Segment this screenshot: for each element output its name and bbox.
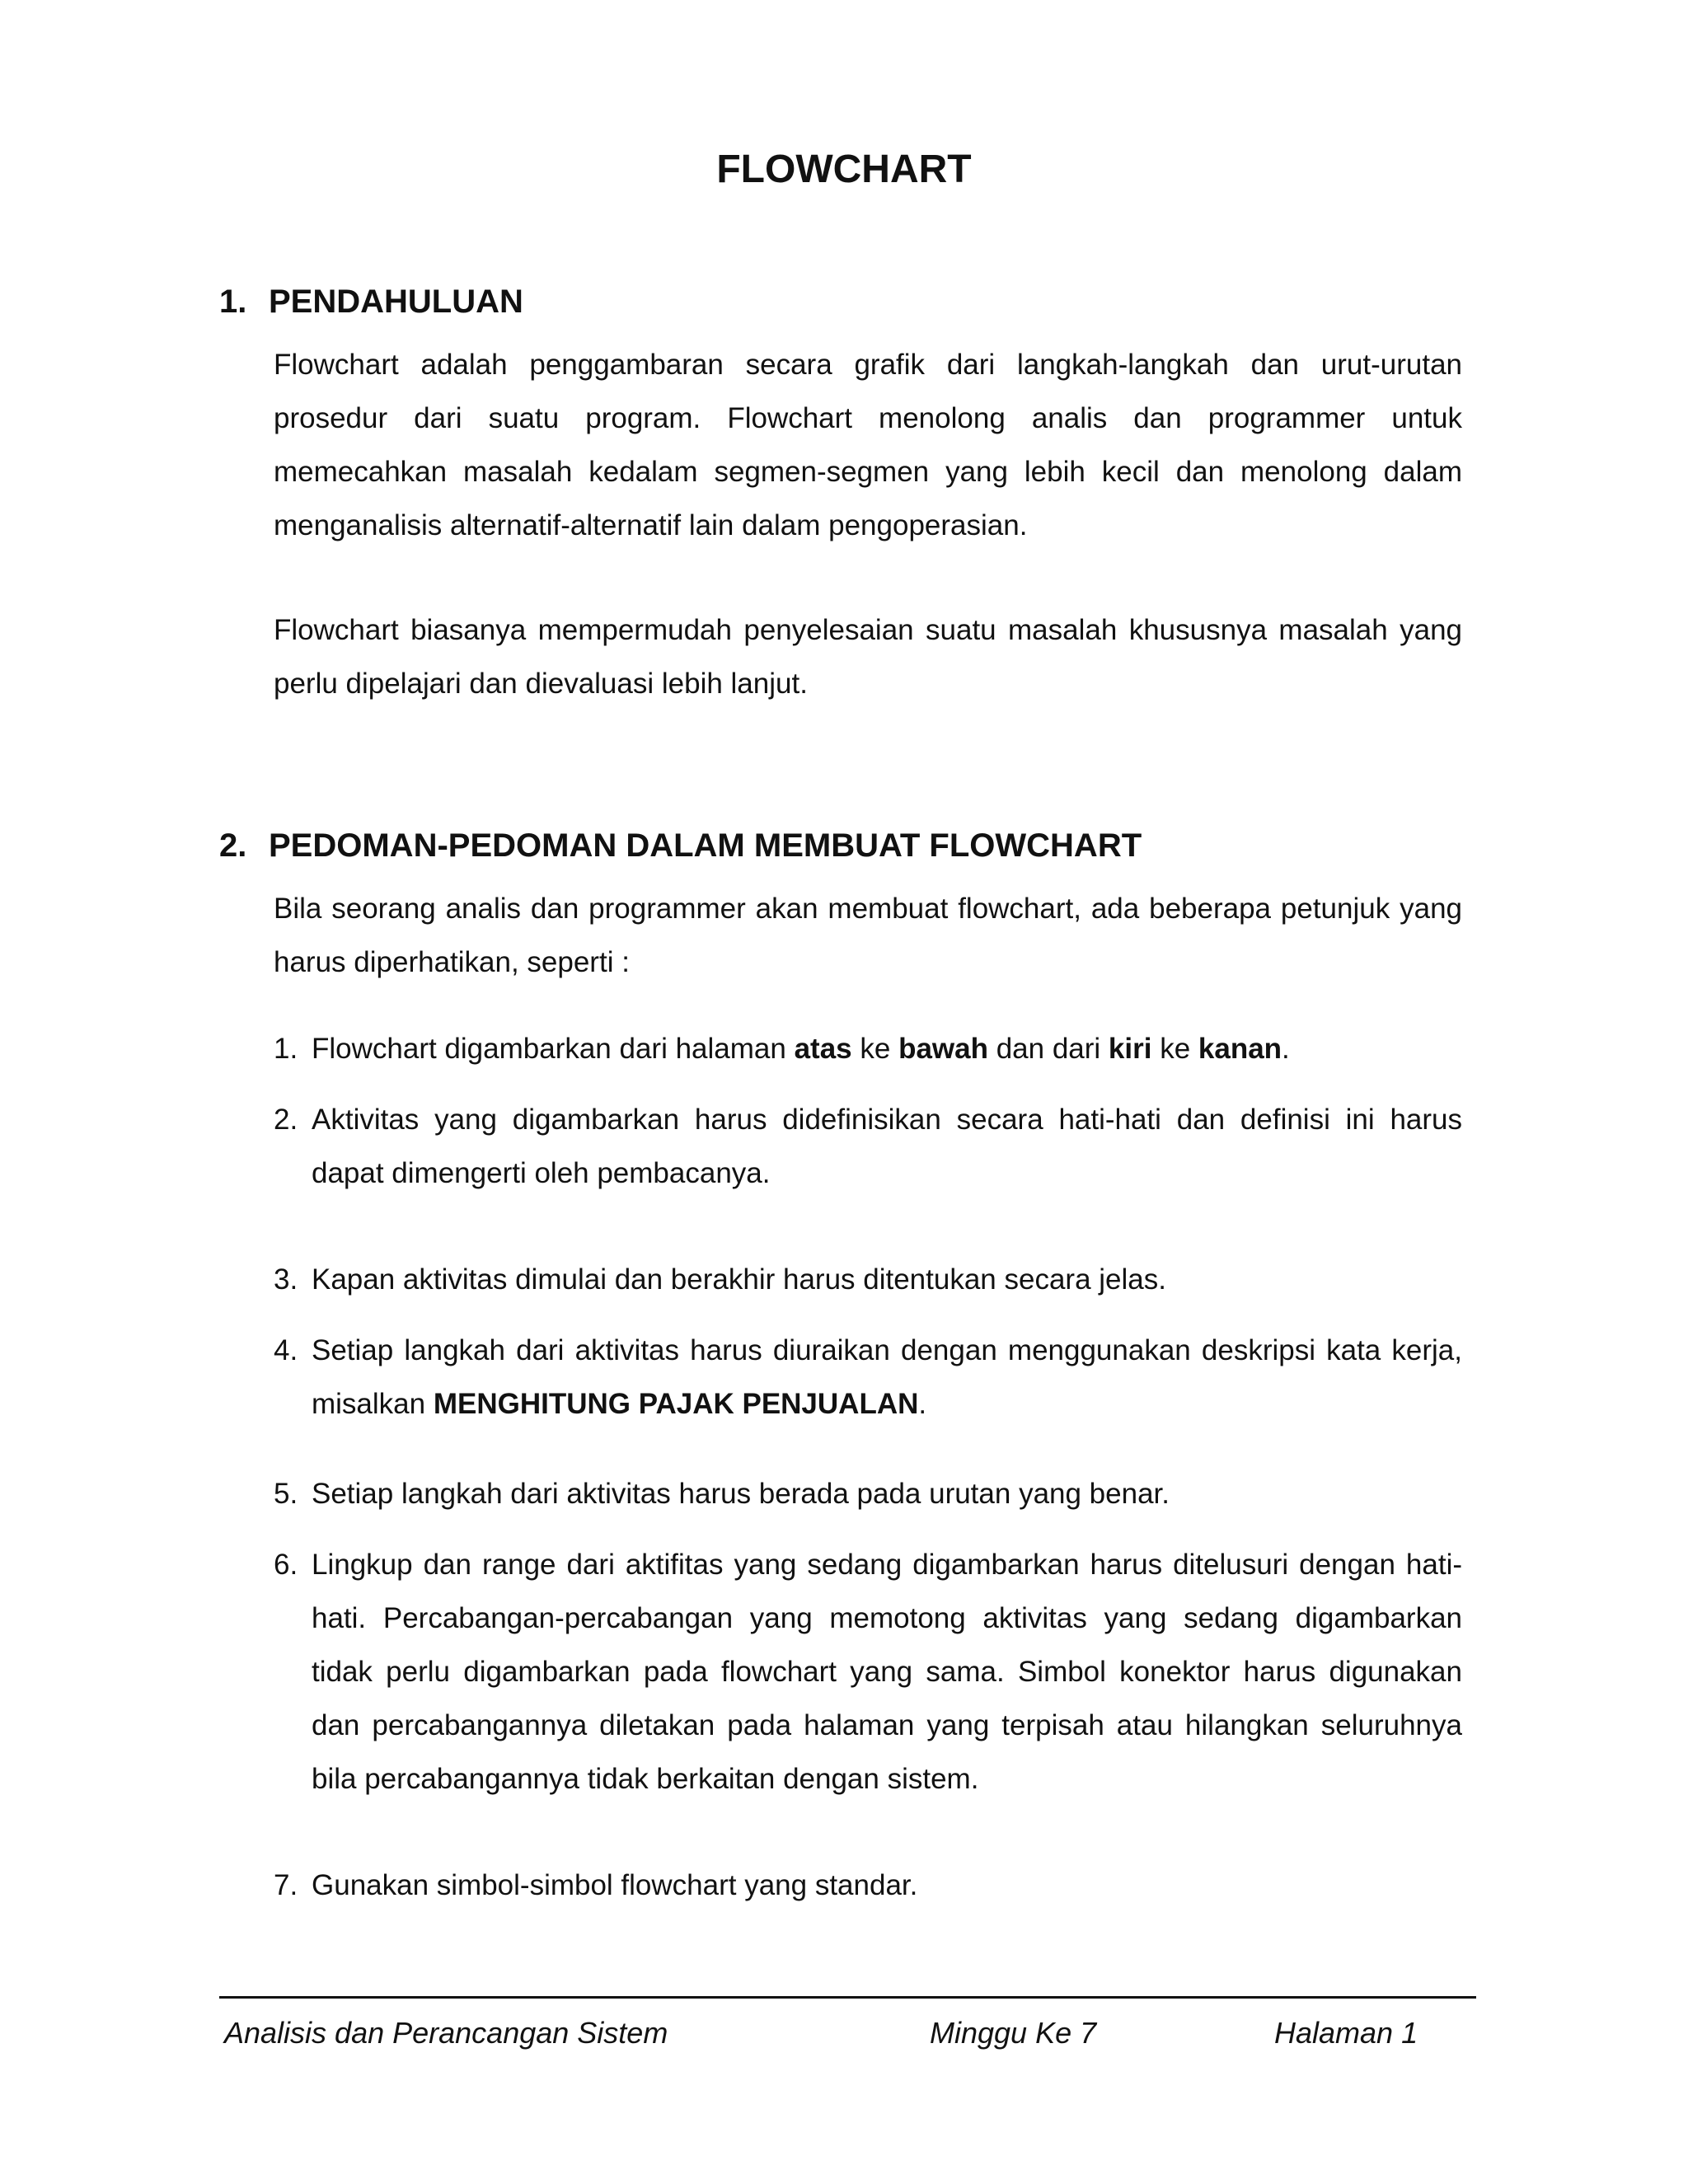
intro-paragraph-1: Flowchart adalah penggambaran secara grafik dari langkah-langkah dan urut-urutan prosedur dari suatu program. Flowchart menolong analis dan programmer untuk memecahkan masalah kedalam segmen-segmen yang lebih kecil dan menolong dalam menganalisis alternatif-alternatif lain dalam pengoperasian. — [274, 349, 1462, 541]
list-item-text: Aktivitas yang digambarkan harus didefinisikan secara hati-hati dan definisi ini harus dapat dimengerti oleh pembacanya. — [312, 1104, 1462, 1189]
list-item — [274, 1467, 1462, 1521]
text-run: ke — [851, 1033, 899, 1065]
section-2-heading — [219, 824, 1142, 867]
list-item — [274, 1022, 1462, 1076]
list-item-text: Setiap langkah dari aktivitas harus berada pada urutan yang benar. — [312, 1478, 1170, 1510]
footer-divider — [219, 1996, 1476, 1999]
list-item-number: 3. — [274, 1263, 298, 1296]
list-item-number: 6. — [274, 1549, 298, 1581]
bold-text: MENGHITUNG PAJAK PENJUALAN — [433, 1388, 919, 1420]
text-run: Flowchart digambarkan dari halaman — [312, 1033, 795, 1065]
bold-text: bawah — [898, 1033, 988, 1065]
section-1-heading — [219, 280, 523, 323]
list-item — [274, 1324, 1462, 1431]
list-item — [274, 1093, 1462, 1200]
footer-page-number: Halaman 1 — [1274, 2016, 1418, 2050]
list-item-number: 4. — [274, 1334, 298, 1366]
section-title: PENDAHULUAN — [269, 284, 523, 320]
bold-text: atas — [794, 1033, 852, 1065]
list-item — [274, 1858, 1462, 1912]
list-item-number: 5. — [274, 1478, 298, 1510]
text-run: ke — [1151, 1033, 1198, 1065]
footer-course: Analisis dan Perancangan Sistem — [224, 2016, 668, 2050]
text-run: dan dari — [987, 1033, 1109, 1065]
guidelines-intro: Bila seorang analis dan programmer akan membuat flowchart, ada beberapa petunjuk yang harus diperhatikan, seperti : — [274, 893, 1462, 978]
list-item-text — [312, 1324, 1462, 1431]
list-item-number: 1. — [274, 1033, 298, 1065]
list-item-number: 7. — [274, 1869, 298, 1901]
text-run: Setiap langkah dari aktivitas harus diuraikan dengan menggunakan deskripsi kata kerja, misalkan — [312, 1334, 1462, 1420]
document-title: FLOWCHART — [716, 148, 972, 191]
section-number: 1. — [219, 284, 247, 320]
list-item-text: Lingkup dan range dari aktifitas yang sedang digambarkan harus ditelusuri dengan hati-hati. Percabangan-percabangan yang memotong aktivitas yang sedang digambarkan tidak perlu digambarkan pada flowchart yang sama. Simbol konektor harus digunakan dan percabangannya diletakan pada halaman yang terpisah atau hilangkan seluruhnya bila percabangannya tidak berkaitan dengan sistem. — [312, 1549, 1462, 1795]
bold-text: kiri — [1108, 1033, 1152, 1065]
list-item-text: Gunakan simbol-simbol flowchart yang standar. — [312, 1869, 918, 1901]
section-number: 2. — [219, 827, 247, 864]
list-item-number: 2. — [274, 1104, 298, 1136]
bold-text: kanan — [1198, 1033, 1282, 1065]
list-item-text — [312, 1022, 1462, 1076]
text-run: . — [918, 1388, 927, 1420]
section-title: PEDOMAN-PEDOMAN DALAM MEMBUAT FLOWCHART — [269, 827, 1142, 864]
list-item-text: Kapan aktivitas dimulai dan berakhir harus ditentukan secara jelas. — [312, 1263, 1166, 1296]
list-item — [274, 1538, 1462, 1806]
list-item — [274, 1253, 1462, 1306]
footer-week: Minggu Ke 7 — [930, 2016, 1097, 2050]
text-run: . — [1282, 1033, 1290, 1065]
intro-paragraph-2: Flowchart biasanya mempermudah penyelesaian suatu masalah khususnya masalah yang perlu dipelajari dan dievaluasi lebih lanjut. — [274, 614, 1462, 700]
